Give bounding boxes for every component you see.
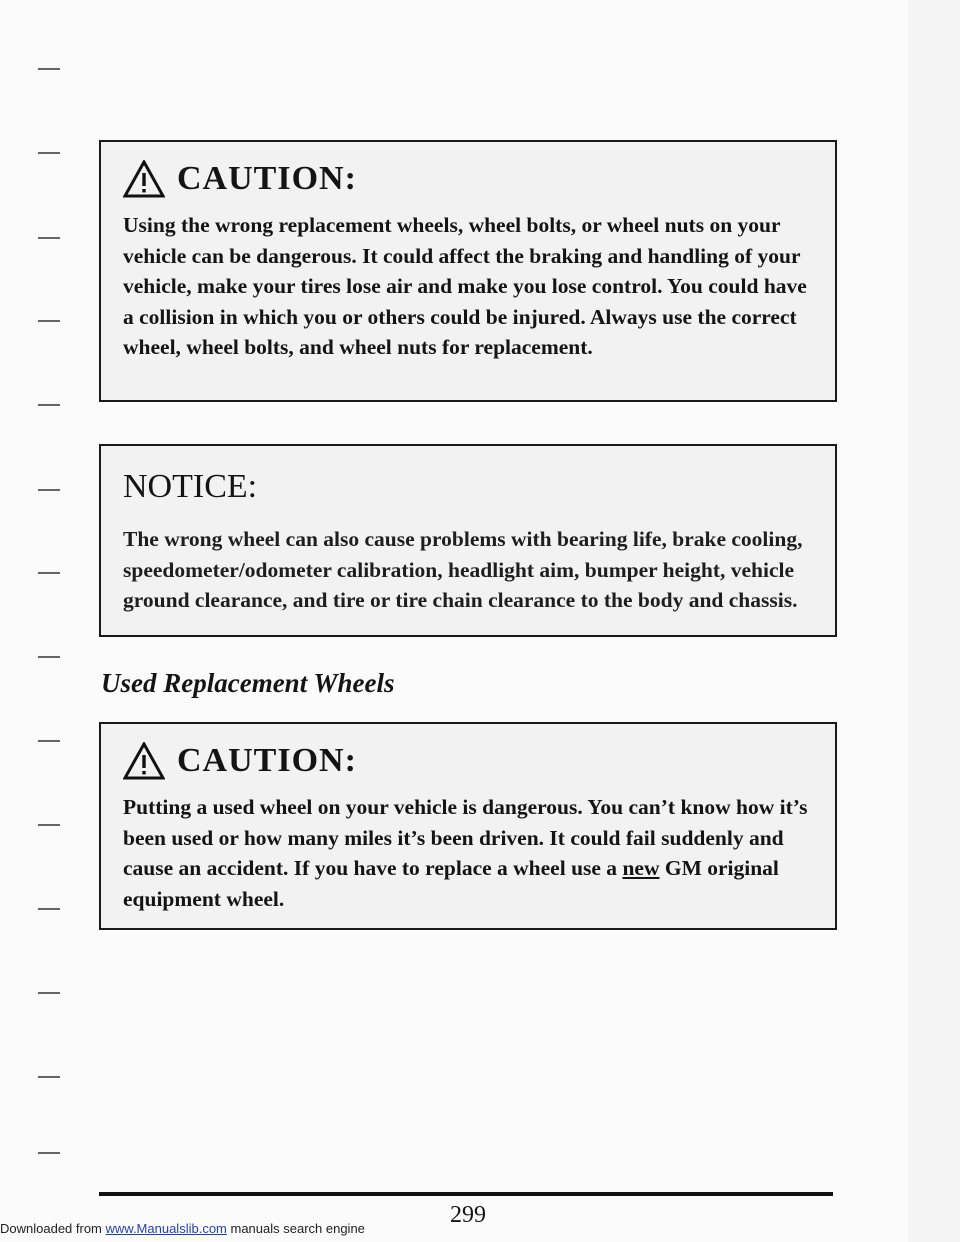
page-edge-shading — [908, 0, 960, 1242]
notice-body: The wrong wheel can also cause problems with bearing life, brake cooling, speedometer/odometer calibration, headlight aim, bumper height, vehicle ground clearance, and tire or tire chain clearance to the body and chassis. — [123, 527, 803, 612]
margin-tab-mark — [38, 68, 60, 70]
margin-tab-mark — [38, 1152, 60, 1154]
caution-box-used-wheels — [99, 722, 837, 930]
page-number: 299 — [450, 1202, 486, 1228]
margin-tab-mark — [38, 152, 60, 154]
margin-tab-mark — [38, 992, 60, 994]
footer-suffix: manuals search engine — [226, 1221, 365, 1236]
margin-tab-mark — [38, 404, 60, 406]
caution-heading — [123, 160, 357, 198]
caution-box-wrong-wheels — [99, 140, 837, 402]
margin-tab-mark — [38, 824, 60, 826]
caution-body — [123, 792, 813, 914]
caution-body-text: Putting a used wheel on your vehicle is dangerous. You can’t know how it’s been used or how many miles it’s been driven. It could fail suddenly and cause an accident. If you have to replace a wheel use a — [123, 795, 808, 880]
margin-tab-mark — [38, 908, 60, 910]
margin-tab-mark — [38, 740, 60, 742]
warning-triangle-icon — [123, 742, 165, 780]
margin-tab-mark — [38, 656, 60, 658]
notice-box — [99, 444, 837, 637]
margin-tab-mark — [38, 1076, 60, 1078]
margin-tab-mark — [38, 237, 60, 239]
caution-label: CAUTION: — [177, 742, 357, 779]
download-footer — [0, 1221, 365, 1236]
caution-heading — [123, 742, 357, 780]
caution-body-text-end: GM original equipment wheel. — [123, 856, 779, 911]
emphasis-new: new — [622, 856, 660, 880]
caution-body: Using the wrong replacement wheels, wheel bolts, or wheel nuts on your vehicle can be dangerous. It could affect the braking and handling of your vehicle, make your tires lose air and make you lose control. You could have a collision in which you or others could be injured. Always use the correct wheel, wheel bolts, and wheel nuts for replacement. — [123, 213, 807, 359]
margin-tab-mark — [38, 320, 60, 322]
footer-prefix: Downloaded from — [0, 1221, 106, 1236]
manualslib-link[interactable]: www.Manualslib.com — [105, 1221, 227, 1236]
margin-tab-mark — [38, 572, 60, 574]
section-heading: Used Replacement Wheels — [101, 668, 395, 698]
notice-heading: NOTICE: — [123, 468, 258, 505]
caution-label: CAUTION: — [177, 160, 357, 197]
margin-tab-mark — [38, 489, 60, 491]
footer-rule — [99, 1192, 833, 1196]
warning-triangle-icon — [123, 160, 165, 198]
